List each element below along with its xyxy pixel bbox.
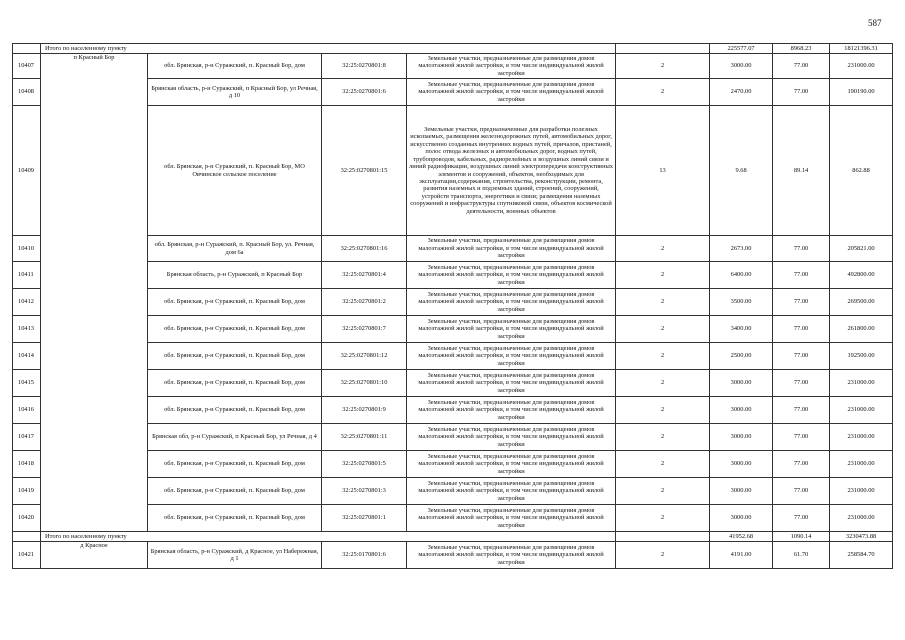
rate-cell: 77.00	[773, 424, 830, 451]
cadastral-number: 32:25:0270801:9	[322, 397, 407, 424]
rate-cell: 77.00	[773, 478, 830, 505]
cadastral-number: 32:25:0270801:5	[322, 451, 407, 478]
land-use-cell: Земельные участки, предназначенные для размещения домов малоэтажной жилой застройки, в том числе индивидуальной жилой застройки	[407, 236, 616, 262]
group-code: 2	[616, 542, 710, 569]
land-use-cell: Земельные участки, предназначенные для размещения домов малоэтажной жилой застройки, в том числе индивидуальной жилой застройки	[407, 343, 616, 370]
rate-cell: 77.00	[773, 236, 830, 262]
rate-cell: 77.00	[773, 370, 830, 397]
group-code: 2	[616, 397, 710, 424]
rate-cell: 77.00	[773, 343, 830, 370]
cadastral-value-cell: 258584.70	[830, 542, 893, 569]
address-cell: обл. Брянская, р-н Суражский, п. Красный Бор, дом	[148, 451, 322, 478]
area-cell: 3000.00	[710, 451, 773, 478]
area-cell: 3000.00	[710, 370, 773, 397]
cadastral-number: 32:25:0270801:6	[322, 79, 407, 106]
cadastral-value-cell: 231000.00	[830, 478, 893, 505]
cadastral-value-cell: 190190.00	[830, 79, 893, 106]
address-cell: обл. Брянская, р-н Суражский, п. Красный Бор, дом	[148, 54, 322, 79]
area-cell: 2470.00	[710, 79, 773, 106]
cadastral-value-cell: 492800.00	[830, 262, 893, 289]
area-cell: 3000.00	[710, 54, 773, 79]
total-rate: 8968.23	[773, 44, 830, 54]
row-number: 10407	[13, 54, 41, 79]
cadastral-number: 32:25:0270801:15	[322, 106, 407, 236]
group-code: 2	[616, 343, 710, 370]
cadastral-value-cell: 862.88	[830, 106, 893, 236]
address-cell: обл. Брянская, р-н Суражский, п. Красный Бор, дом	[148, 289, 322, 316]
address-cell: Брянская область, р-н Суражский, п Красный Бор	[148, 262, 322, 289]
row-number: 10410	[13, 236, 41, 262]
land-use-cell: Земельные участки, предназначенные для размещения домов малоэтажной жилой застройки, в том числе индивидуальной жилой застройки	[407, 79, 616, 106]
group-code: 2	[616, 451, 710, 478]
land-use-cell: Земельные участки, предназначенные для размещения домов малоэтажной жилой застройки, в том числе индивидуальной жилой застройки	[407, 424, 616, 451]
table-row	[13, 54, 893, 79]
cadastral-number: 32:25:0270801:7	[322, 316, 407, 343]
address-cell: обл. Брянская, р-н Суражский, п. Красный Бор, дом	[148, 505, 322, 532]
land-use-cell: Земельные участки, предназначенные для размещения домов малоэтажной жилой застройки, в том числе индивидуальной жилой застройки	[407, 370, 616, 397]
cadastral-number: 32:25:0170801:6	[322, 542, 407, 569]
settlement-name: д Красное	[41, 542, 148, 569]
rate-cell: 77.00	[773, 451, 830, 478]
rate-cell: 77.00	[773, 289, 830, 316]
rate-cell: 77.00	[773, 316, 830, 343]
land-use-cell: Земельные участки, предназначенные для размещения домов малоэтажной жилой застройки, в том числе индивидуальной жилой застройки	[407, 316, 616, 343]
cadastral-number: 32:25:0270801:1	[322, 505, 407, 532]
address-cell: обл. Брянская, р-н Суражский, п. Красный Бор, дом	[148, 370, 322, 397]
cadastral-number: 32:25:0270801:2	[322, 289, 407, 316]
rate-cell: 77.00	[773, 397, 830, 424]
cadastral-value-cell: 231000.00	[830, 397, 893, 424]
land-use-cell: Земельные участки, предназначенные для размещения домов малоэтажной жилой застройки, в том числе индивидуальной жилой застройки	[407, 505, 616, 532]
cadastral-number: 32:25:0270801:16	[322, 236, 407, 262]
rate-cell: 77.00	[773, 79, 830, 106]
row-number: 10409	[13, 106, 41, 236]
address-cell: обл. Брянская, р-н Суражский, п. Красный Бор, дом	[148, 316, 322, 343]
group-code: 2	[616, 262, 710, 289]
table-row	[13, 542, 893, 569]
area-cell: 6400.00	[710, 262, 773, 289]
row-number: 10421	[13, 542, 41, 569]
cadastral-number: 32:25:0270801:11	[322, 424, 407, 451]
land-use-cell: Земельные участки, предназначенные для размещения домов малоэтажной жилой застройки, в том числе индивидуальной жилой застройки	[407, 54, 616, 79]
row-number: 10414	[13, 343, 41, 370]
area-cell: 3000.00	[710, 397, 773, 424]
land-use-cell: Земельные участки, предназначенные для размещения домов малоэтажной жилой застройки, в том числе индивидуальной жилой застройки	[407, 262, 616, 289]
land-use-cell: Земельные участки, предназначенные для размещения домов малоэтажной жилой застройки, в том числе индивидуальной жилой застройки	[407, 289, 616, 316]
row-number: 10417	[13, 424, 41, 451]
rate-cell: 77.00	[773, 505, 830, 532]
page-number: 587	[868, 18, 882, 28]
area-cell: 3000.00	[710, 478, 773, 505]
row-number: 10412	[13, 289, 41, 316]
settlement-name: п Красный Бор	[41, 54, 148, 532]
cadastral-number: 32:25:0270801:3	[322, 478, 407, 505]
cadastral-number: 32:25:0270801:10	[322, 370, 407, 397]
cadastral-value-cell: 231000.00	[830, 370, 893, 397]
total-value: 3230473.88	[830, 532, 893, 542]
address-cell: обл. Брянская, р-н Суражский, п. Красный Бор, дом	[148, 343, 322, 370]
land-use-cell: Земельные участки, предназначенные для размещения домов малоэтажной жилой застройки, в том числе индивидуальной жилой застройки	[407, 542, 616, 569]
cadastral-value-cell: 231000.00	[830, 505, 893, 532]
total-blank-cell	[616, 44, 710, 54]
group-code: 2	[616, 236, 710, 262]
address-cell: обл. Брянская, р-н Суражский, п. Красный Бор, ул. Речная, дом 6а	[148, 236, 322, 262]
address-cell: обл. Брянская, р-н Суражский, п. Красный Бор, дом	[148, 397, 322, 424]
group-code: 2	[616, 478, 710, 505]
area-cell: 3000.00	[710, 505, 773, 532]
land-use-cell: Земельные участки, предназначенные для размещения домов малоэтажной жилой застройки, в том числе индивидуальной жилой застройки	[407, 451, 616, 478]
total-area: 225577.07	[710, 44, 773, 54]
group-code: 2	[616, 54, 710, 79]
cadastral-value-cell: 231000.00	[830, 424, 893, 451]
total-blank-cell	[13, 44, 41, 54]
cadastral-value-cell: 231000.00	[830, 54, 893, 79]
land-use-cell: Земельные участки, предназначенные для разработки полезных ископаемых, размещения железнодорожных путей, автомобильных дорог, искусственно созданных внутренних водных путей, причалов, пристаней, полос отвода железных и автомобильных дорог, водных путей, трубопроводов, кабельных, радиорелейных и воздушных линий связи и линий радиофикации, воздушных линий электропередачи конструктивных элементов и сооружений, объектов, необходимых для эксплуатации,содержания, строительства, реконструкции, ремонта, развития наземных и подземных зданий, строений, сооружений, устройств транспорта, энергетики и связи; размещения наземных сооружений и инфраструктуры спутниковой связи, объектов космической деятельности, военных объектов	[407, 106, 616, 236]
group-code: 13	[616, 106, 710, 236]
row-number: 10413	[13, 316, 41, 343]
address-cell: обл. Брянская, р-н Суражский, п. Красный Бор, дом	[148, 478, 322, 505]
total-rate: 1090.14	[773, 532, 830, 542]
rate-cell: 61.70	[773, 542, 830, 569]
group-code: 2	[616, 424, 710, 451]
cadastral-number: 32:25:0270801:8	[322, 54, 407, 79]
row-number: 10408	[13, 79, 41, 106]
land-use-cell: Земельные участки, предназначенные для размещения домов малоэтажной жилой застройки, в том числе индивидуальной жилой застройки	[407, 478, 616, 505]
row-number: 10419	[13, 478, 41, 505]
land-use-cell: Земельные участки, предназначенные для размещения домов малоэтажной жилой застройки, в том числе индивидуальной жилой застройки	[407, 397, 616, 424]
total-label: Итого по населенному пункту	[41, 532, 616, 542]
total-blank-cell	[616, 532, 710, 542]
row-number: 10411	[13, 262, 41, 289]
group-code: 2	[616, 79, 710, 106]
row-number: 10416	[13, 397, 41, 424]
total-blank-cell	[13, 532, 41, 542]
cadastral-value-cell: 261800.00	[830, 316, 893, 343]
cadastral-number: 32:25:0270801:12	[322, 343, 407, 370]
address-cell: обл. Брянская, р-н Суражский, п. Красный Бор, МО Овчинское сельское поселение	[148, 106, 322, 236]
settlement-total-row	[13, 44, 893, 54]
cadastral-value-cell: 269500.00	[830, 289, 893, 316]
group-code: 2	[616, 370, 710, 397]
cadastral-value-cell: 192500.00	[830, 343, 893, 370]
cadastral-number: 32:25:0270801:4	[322, 262, 407, 289]
total-value: 18121396.31	[830, 44, 893, 54]
group-code: 2	[616, 316, 710, 343]
row-number: 10420	[13, 505, 41, 532]
area-cell: 4191.00	[710, 542, 773, 569]
area-cell: 2500.00	[710, 343, 773, 370]
cadastral-value-table	[12, 43, 893, 569]
row-number: 10418	[13, 451, 41, 478]
cadastral-value-cell: 205821.00	[830, 236, 893, 262]
total-area: 41952.68	[710, 532, 773, 542]
area-cell: 2673.00	[710, 236, 773, 262]
address-cell: Брянская область, р-н Суражский, п Красный Бор, ул Речная, д 10	[148, 79, 322, 106]
rate-cell: 77.00	[773, 262, 830, 289]
address-cell: Брянская обл, р-н Суражский, п Красный Бор, ул Речная, д 4	[148, 424, 322, 451]
group-code: 2	[616, 505, 710, 532]
area-cell: 3400.00	[710, 316, 773, 343]
group-code: 2	[616, 289, 710, 316]
table-body	[13, 44, 893, 569]
rate-cell: 89.14	[773, 106, 830, 236]
rate-cell: 77.00	[773, 54, 830, 79]
row-number: 10415	[13, 370, 41, 397]
cadastral-value-cell: 231000.00	[830, 451, 893, 478]
address-cell: Брянская область, р-н Суражский, д Красное, ул Набережная, д 1	[148, 542, 322, 569]
area-cell: 3500.00	[710, 289, 773, 316]
area-cell: 9.68	[710, 106, 773, 236]
settlement-total-row	[13, 532, 893, 542]
area-cell: 3000.00	[710, 424, 773, 451]
total-label: Итого по населенному пункту	[41, 44, 616, 54]
